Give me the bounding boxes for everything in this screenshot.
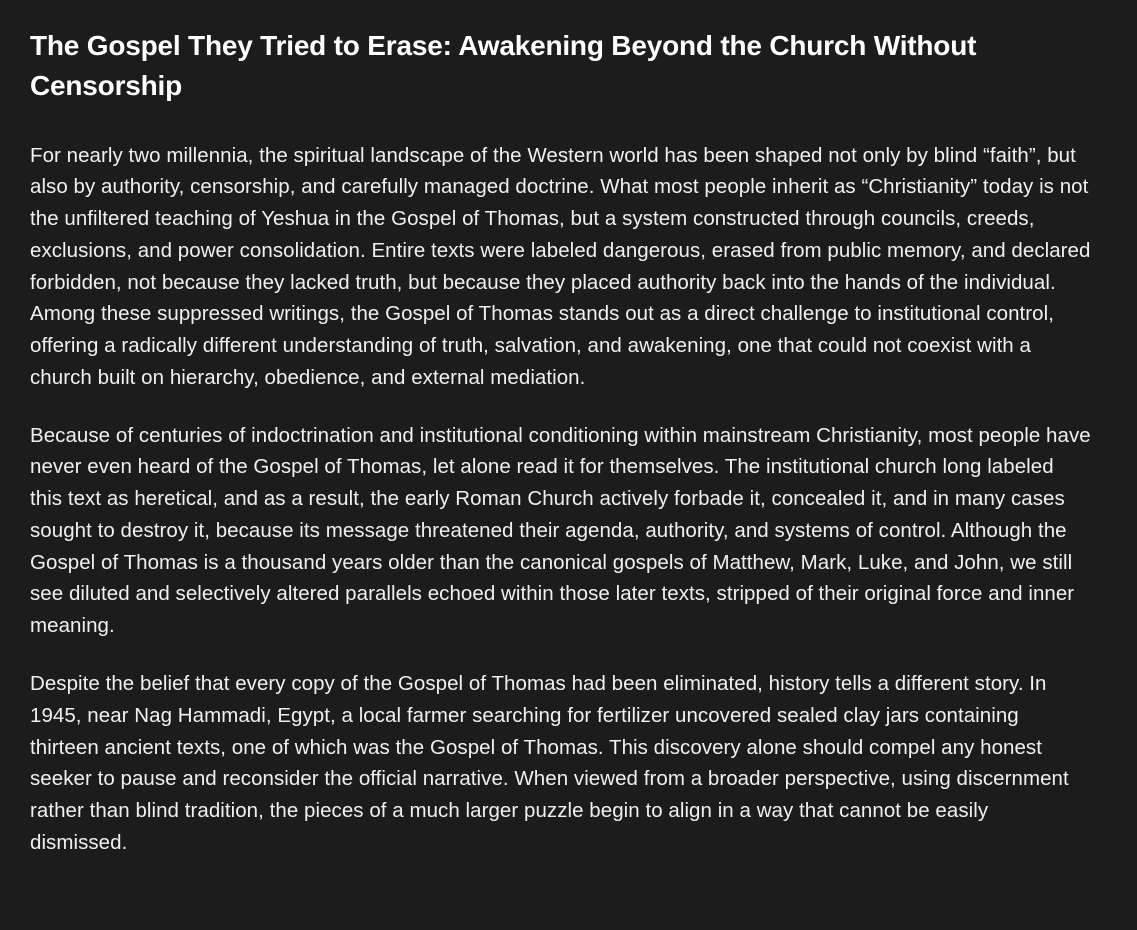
body-paragraph: Because of centuries of indoctrination and institutional conditioning within mainstream Christianity, most people have never even heard of the Gospel of Thomas, let alone read it for themselves. The institutional church long labeled this text as heretical, and as a result, the early Roman Church actively forbade it, concealed it, and in many cases sought to destroy it, because its message threatened their agenda, authority, and systems of control. Although the Gospel of Thomas is a thousand years older than the canonical gospels of Matthew, Mark, Luke, and John, we still see diluted and selectively altered parallels echoed within those later texts, stripped of their original force and inner meaning. [30, 423, 1091, 638]
page-title: The Gospel They Tried to Erase: Awakening Beyond the Church Without Censorship [30, 30, 977, 101]
body-paragraph: Despite the belief that every copy of the Gospel of Thomas had been eliminated, history tells a different story. In 1945, near Nag Hammadi, Egypt, a local farmer searching for fertilizer uncovered sealed clay jars containing thirteen ancient texts, one of which was the Gospel of Thomas. This discovery alone should compel any honest seeker to pause and reconsider the official narrative. When viewed from a broader perspective, using discernment rather than blind tradition, the pieces of a much larger puzzle begin to align in a way that cannot be easily dismissed. [30, 671, 1069, 854]
body-paragraph: For nearly two millennia, the spiritual landscape of the Western world has been shaped not only by blind “faith”, but also by authority, censorship, and carefully managed doctrine. What most people inherit as “Christianity” today is not the unfiltered teaching of Yeshua in the Gospel of Thomas, but a system constructed through councils, creeds, exclusions, and power consolidation. Entire texts were labeled dangerous, erased from public memory, and declared forbidden, not because they lacked truth, but because they placed authority back into the hands of the individual. Among these suppressed writings, the Gospel of Thomas stands out as a direct challenge to institutional control, offering a radically different understanding of truth, salvation, and awakening, one that could not coexist with a church built on hierarchy, obedience, and external mediation. [30, 143, 1091, 389]
article-body [30, 140, 1091, 859]
